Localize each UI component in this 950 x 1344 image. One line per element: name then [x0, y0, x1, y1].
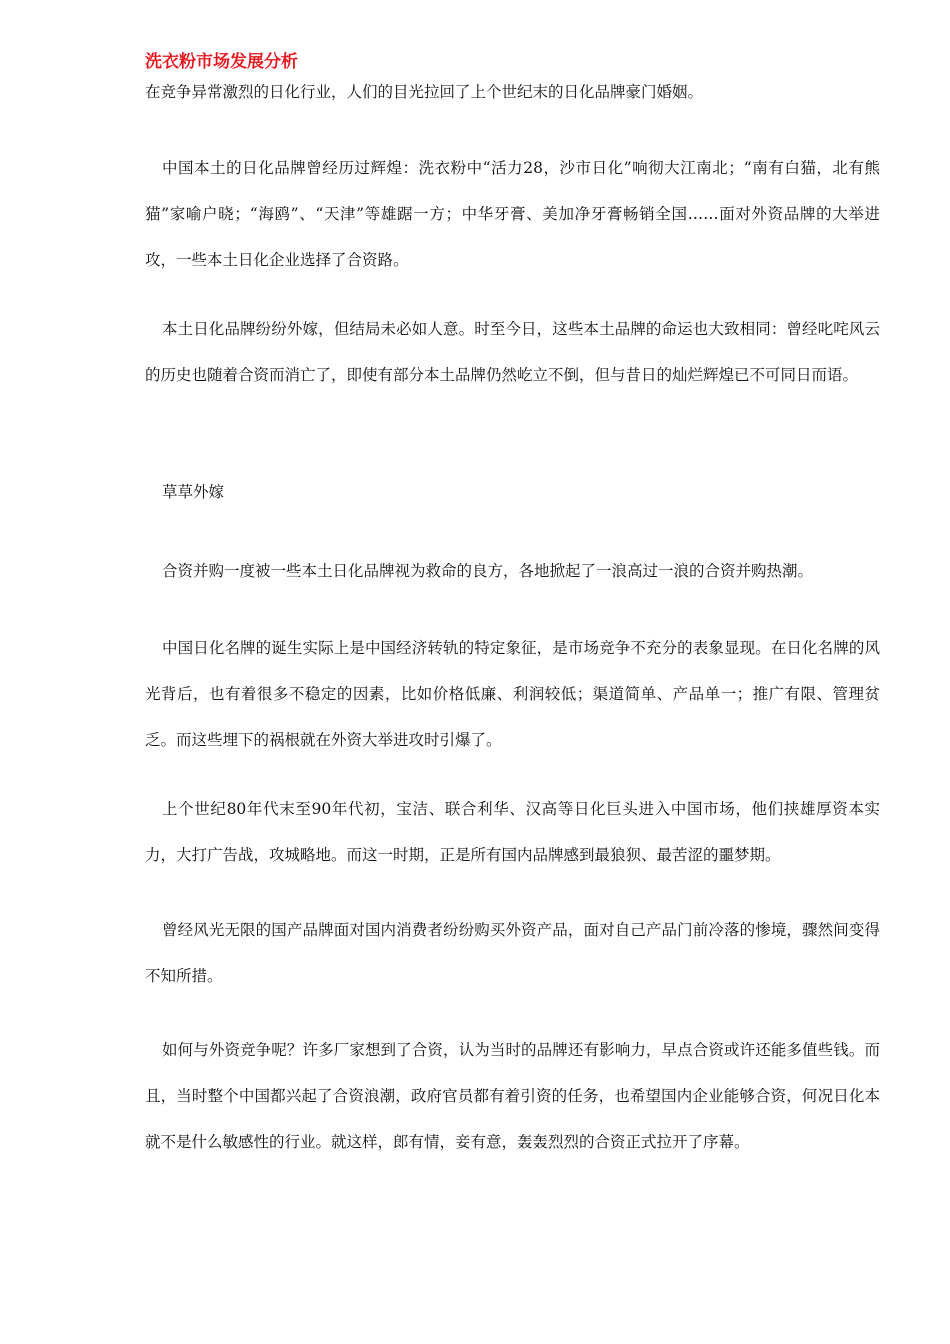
paragraph-joint-venture: 如何与外资竞争呢？许多厂家想到了合资，认为当时的品牌还有影响力，早点合资或许还能多值些钱。而且，当时整个中国都兴起了合资浪潮，政府官员都有着引资的任务，也希望国内企业能够合资，何况日化本就不是什么敏感性的行业。就这样，郎有情，妾有意，轰轰烈烈的合资正式拉开了序幕。 [145, 1041, 880, 1151]
paragraph-outcome: 本土日化品牌纷纷外嫁，但结局未必如人意。时至今日，这些本土品牌的命运也大致相同：曾经叱咤风云的历史也随着合资而消亡了，即使有部分本土品牌仍然屹立不倒，但与昔日的灿烂辉煌已不可同日而语。 [145, 320, 880, 384]
paragraph-brand-origin: 中国日化名牌的诞生实际上是中国经济转轨的特定象征，是市场竞争不充分的表象显现。在日化名牌的风光背后，也有着很多不稳定的因素，比如价格低廉、利润较低；渠道简单、产品单一；推广有限、管理贫乏。而这些埋下的祸根就在外资大举进攻时引爆了。 [145, 639, 880, 749]
paragraph-history: 中国本土的日化品牌曾经历过辉煌：洗衣粉中“活力28，沙市日化”响彻大江南北；“南有白猫，北有熊猫”家喻户晓；“海鸥”、“天津”等雄踞一方；中华牙膏、美加净牙膏畅销全国……面对外资品牌的大举进攻，一些本土日化企业选择了合资路。 [145, 159, 880, 269]
document-title: 洗衣粉市场发展分析 [145, 52, 298, 72]
paragraph-merger-wave: 合资并购一度被一些本土日化品牌视为救命的良方，各地掀起了一浪高过一浪的合资并购热潮。 [162, 562, 814, 580]
paragraph-domestic-decline: 曾经风光无限的国产品牌面对国内消费者纷纷购买外资产品，面对自己产品门前冷落的惨境，骤然间变得不知所措。 [145, 921, 880, 985]
section-heading: 草草外嫁 [162, 483, 225, 501]
paragraph-intro: 在竞争异常激烈的日化行业，人们的目光拉回了上个世纪末的日化品牌豪门婚姻。 [145, 83, 704, 101]
paragraph-foreign-entry: 上个世纪80年代末至90年代初，宝洁、联合利华、汉高等日化巨头进入中国市场，他们挟雄厚资本实力，大打广告战，攻城略地。而这一时期，正是所有国内品牌感到最狼狈、最苦涩的噩梦期。 [145, 800, 880, 864]
